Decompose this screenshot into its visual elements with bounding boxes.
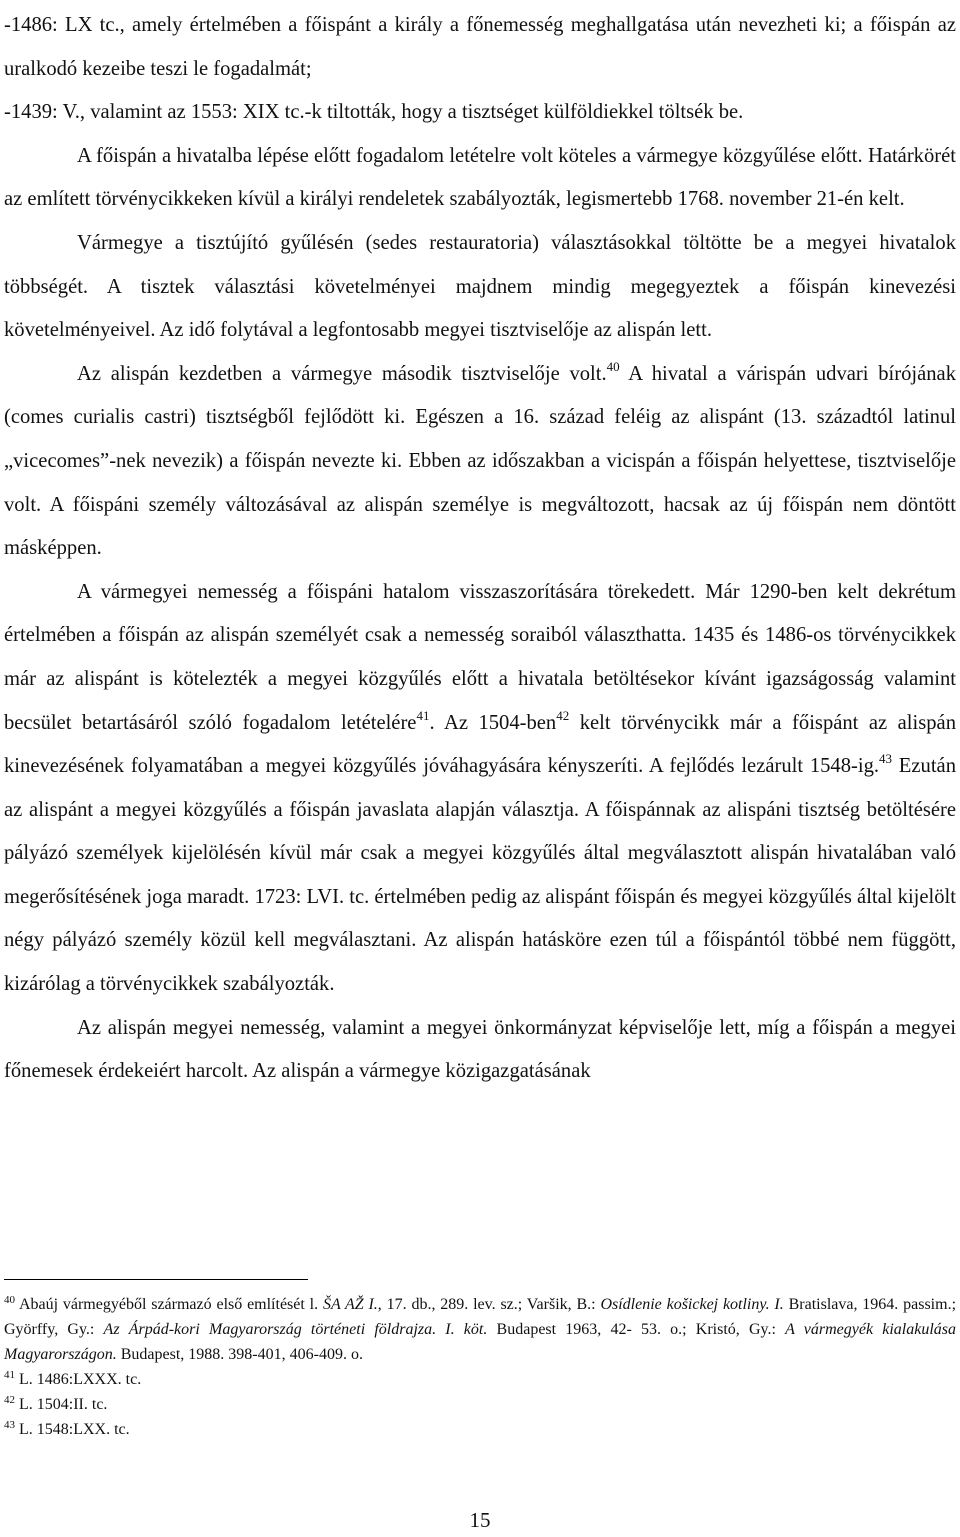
paragraph xyxy=(4,222,956,353)
italic-citation: A vármegyék kialakulása Magyarországon. xyxy=(4,1321,957,1363)
text-segment: L. 1486:LXXX. tc. xyxy=(15,1371,142,1388)
footnote-reference: 40 xyxy=(606,358,620,374)
footnote-reference: 41 xyxy=(416,707,430,723)
text-segment: L. 1504:II. tc. xyxy=(15,1396,108,1413)
footnote-reference: 43 xyxy=(4,1419,15,1431)
text-segment: Az alispán megyei nemesség, valamint a megyei önkormányzat képviselője lett, míg a főispán a megyei főnemesek érdekeiért harcolt. Az alispán a vármegye közigazgatásának xyxy=(4,1016,956,1083)
footnote xyxy=(4,1417,956,1442)
footnote-reference: 42 xyxy=(4,1394,15,1406)
text-segment: Bratislava, 1964. passim.; Györffy, Gy.: xyxy=(4,1296,957,1338)
main-text xyxy=(4,4,956,1094)
text-segment: L. 1548:LXX. tc. xyxy=(15,1421,130,1438)
text-segment: Budapest 1963, 42- 53. o.; Kristó, Gy.: xyxy=(487,1321,786,1338)
italic-citation: Az Árpád-kori Magyarország történeti földrajza. I. köt. xyxy=(103,1321,488,1338)
italic-citation: ŠA AŽ I. xyxy=(322,1296,378,1313)
footnote xyxy=(4,1392,956,1417)
paragraph xyxy=(4,1007,956,1094)
text-segment: , 17. db., 289. lev. sz.; Varšik, B.: xyxy=(377,1296,601,1313)
footnotes xyxy=(4,1292,956,1442)
text-segment: Vármegye a tisztújító gyűlésén (sedes restauratoria) választásokkal töltötte be a megyei hivatalok többségét. A tisztek választási követelményei majdnem mindig megegyeztek a főispán kinevezési követelményeivel. Az idő folytával a legfontosabb megyei tisztviselője az alispán lett. xyxy=(4,231,956,342)
document-page xyxy=(4,0,956,1537)
text-segment: A vármegyei nemesség a főispáni hatalom visszaszorítására törekedett. Már 1290-ben kelt dekrétum értelmében a főispán az alispán személyét csak a nemesség soraiból választhatta. 1435 és 1486-os törvénycikkek már az alispánt is kötelezték a megyei közgyűlés előtt a hivatala betöltésekor kívánt igazságosság valamint becsület betartásáról szóló fogadalom letételére xyxy=(4,580,956,734)
text-segment: Abaúj vármegyéből származó első említését l. xyxy=(15,1296,323,1313)
paragraph xyxy=(4,91,956,135)
paragraph xyxy=(4,135,956,222)
text-segment: -1486: LX tc., amely értelmében a főispánt a király a főnemesség meghallgatása után nevezheti ki; a főispán az uralkodó kezeibe teszi le fogadalmát; xyxy=(4,14,956,80)
text-segment: -1439: V., valamint az 1553: XIX tc.-k tiltották, hogy a tisztséget külföldiekkel töltsék be. xyxy=(4,101,744,124)
text-segment: . Az 1504-ben xyxy=(429,711,557,734)
footnote xyxy=(4,1292,956,1367)
footnote-reference: 42 xyxy=(556,707,570,723)
paragraph xyxy=(4,353,956,571)
paragraph xyxy=(4,4,956,91)
paragraph xyxy=(4,571,956,1007)
footnote-reference: 43 xyxy=(879,751,893,767)
text-segment: kelt törvénycikk már a főispánt az alispán kinevezésének folyamatában a megyei közgyűlés jóváhagyására kényszeríti. A fejlődés lezárult 1548-ig. xyxy=(4,711,956,778)
italic-citation: Osídlenie košickej kotliny. I. xyxy=(600,1296,784,1313)
text-segment: A hivatal a várispán udvari bírójának (comes curialis castri) tisztségből fejlődött ki. Egészen a 16. század feléig az alispánt (13. századtól latinul „vicecomes”-nek nevezik) a főispán nevezte ki. Ebben az időszakban a vicispán a főispán helyettese, tisztviselője volt. A főispáni személy változásával az alispán személye is megváltozott, hacsak az új főispán nem döntött másképpen. xyxy=(4,362,956,560)
text-segment: Az alispán kezdetben a vármegye második tisztviselője volt. xyxy=(77,362,607,385)
page-number: 15 xyxy=(469,1508,491,1532)
footnote-separator xyxy=(4,1279,308,1280)
text-segment: Budapest, 1988. 398-401, 406-409. o. xyxy=(116,1346,363,1363)
text-segment: A főispán a hivatalba lépése előtt fogadalom letételre volt köteles a vármegye közgyűlése előtt. Határkörét az említett törvénycikkeken kívül a királyi rendeletek szabályozták, legismertebb 1768. november 21-én kelt. xyxy=(4,144,956,211)
footnote xyxy=(4,1367,956,1392)
footnote-reference: 40 xyxy=(4,1294,15,1306)
text-segment: Ezután az alispánt a megyei közgyűlés a főispán javaslata alapján választja. A főispánnak az alispáni tisztség betöltésére pályázó személyek kijelölésén kívül már csak a megyei közgyűlés által megválasztott alispán hivatalában való megerősítésének joga maradt. 1723: LVI. tc. értelmében pedig az alispánt főispán és megyei közgyűlés által kijelölt négy pályázó személy közül kell megválasztani. Az alispán hatásköre ezen túl a főispántól többé nem függött, kizárólag a törvénycikkek szabályozták. xyxy=(4,755,956,996)
footnote-reference: 41 xyxy=(4,1369,15,1381)
